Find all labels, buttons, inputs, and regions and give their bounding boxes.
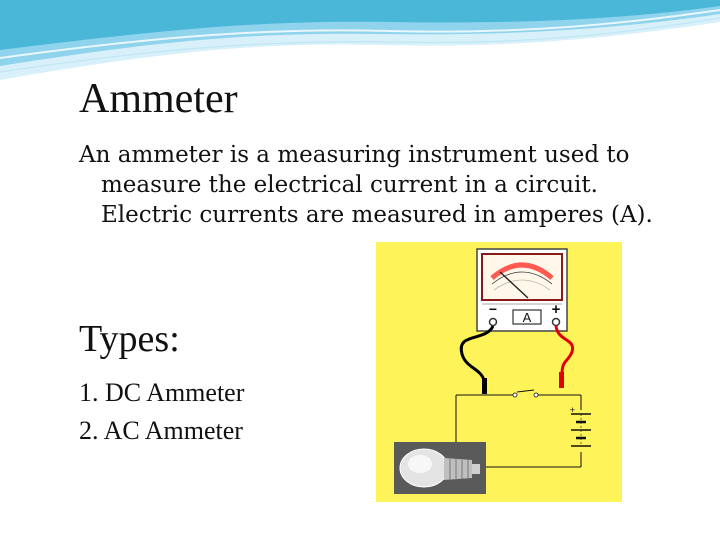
list-item: 1. DC Ammeter xyxy=(79,378,245,407)
black-probe xyxy=(482,378,487,394)
negative-terminal xyxy=(490,319,497,326)
slide-title: Ammeter xyxy=(79,76,238,122)
description-line: measure the electrical current in a circuit. xyxy=(101,172,598,198)
description-line: An ammeter is a measuring instrument used to xyxy=(79,142,630,168)
plus-symbol: + xyxy=(551,301,561,318)
ammeter-device xyxy=(477,249,567,331)
types-list xyxy=(79,374,244,450)
light-bulb xyxy=(394,442,486,494)
types-heading: Types: xyxy=(79,318,180,360)
description-line: Electric currents are measured in amperes (A). xyxy=(101,202,653,228)
red-probe xyxy=(559,372,564,388)
list-item: 2. AC Ammeter xyxy=(79,416,243,445)
minus-symbol: − xyxy=(488,301,498,317)
description-paragraph xyxy=(79,140,679,230)
meter-unit-label: A xyxy=(522,310,532,325)
battery-plus-symbol: + xyxy=(569,405,575,415)
positive-terminal xyxy=(553,319,560,326)
ammeter-circuit-illustration xyxy=(376,242,622,502)
